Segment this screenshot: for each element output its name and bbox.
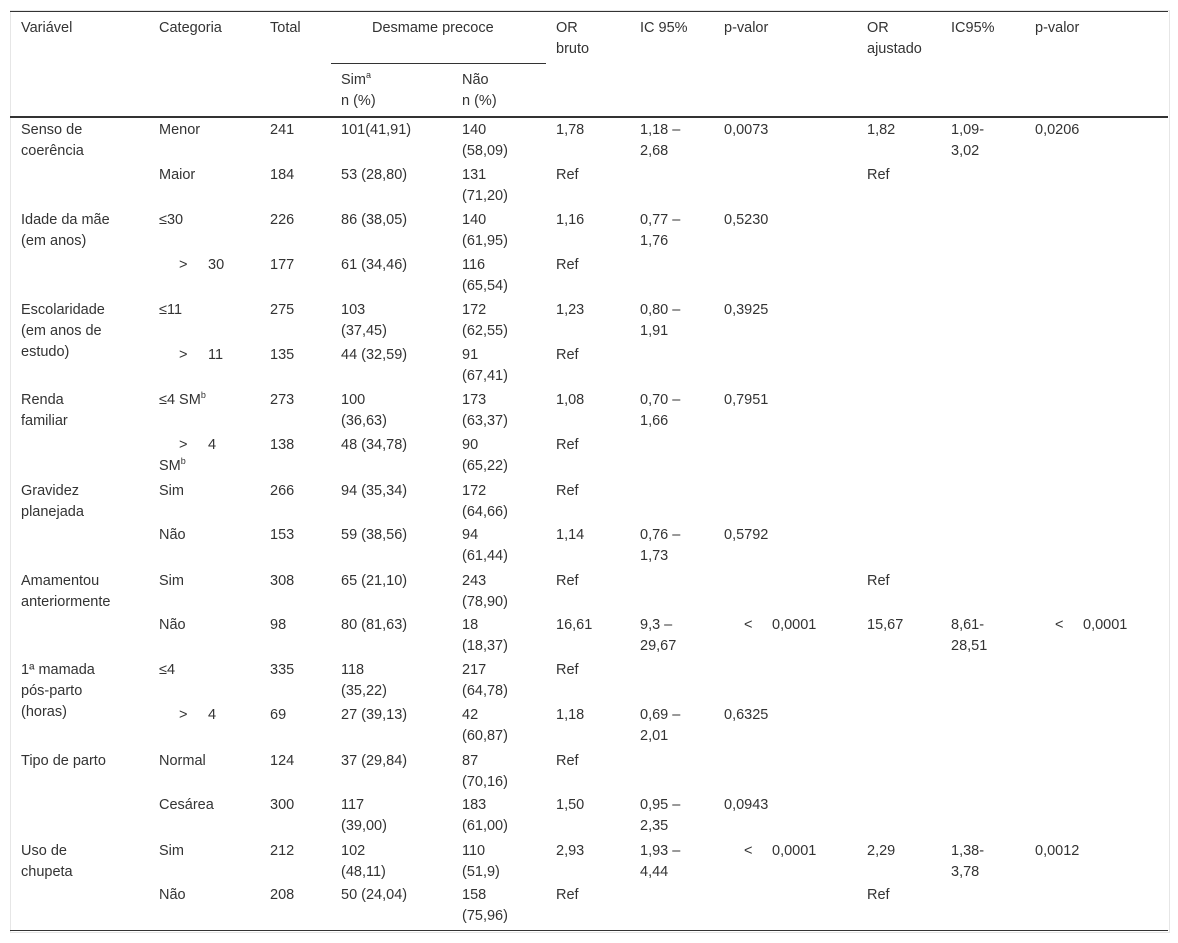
header-total: Total (270, 20, 301, 36)
total-cell: 241 (270, 122, 295, 138)
or-bruto-cell: 2,93 (556, 843, 585, 859)
table-header-rule (10, 116, 1168, 118)
nao-cell-line2: (64,66) (462, 504, 508, 520)
nao-cell-line2: (67,41) (462, 368, 508, 384)
sim-cell-line2: (39,00) (341, 818, 387, 834)
nao-cell: 91 (462, 347, 479, 363)
header-categoria: Categoria (159, 20, 222, 36)
p-valor-cell: 0,3925 (724, 302, 769, 318)
variavel-cell-line3: (horas) (21, 704, 67, 720)
header-or-bruto-line2: bruto (556, 41, 590, 57)
or-bruto-cell: 1,18 (556, 707, 585, 723)
sim-cell: 27 (39,13) (341, 707, 408, 723)
variavel-cell-line2: coerência (21, 143, 84, 159)
header-p-valor: p-valor (724, 20, 769, 36)
nao-cell-line2: (78,90) (462, 594, 508, 610)
nao-cell: 158 (462, 887, 487, 903)
ic95-ajustado-cell-line2: 28,51 (951, 638, 988, 654)
sim-cell: 118 (341, 662, 365, 678)
total-cell: 177 (270, 257, 295, 273)
desmame-group-rule (331, 63, 546, 64)
or-bruto-cell: Ref (556, 887, 579, 903)
nao-cell: 173 (462, 392, 487, 408)
nao-cell-line2: (71,20) (462, 188, 508, 204)
nao-cell: 140 (462, 122, 487, 138)
p-valor-cell: 0,5230 (724, 212, 769, 228)
total-cell: 266 (270, 483, 295, 499)
categoria-cell: ≤4 (159, 662, 176, 678)
header-nao-n-pct: n (%) (462, 93, 497, 109)
sim-cell-line2: (36,63) (341, 413, 387, 429)
sim-cell: 102 (341, 843, 366, 859)
variavel-cell: Uso de (21, 843, 67, 859)
or-bruto-cell: Ref (556, 347, 579, 363)
ic95-cell: 0,69 – (640, 707, 681, 723)
p-valor-ajustado-cell: 0,0012 (1035, 843, 1080, 859)
table-bottom-rule (10, 930, 1168, 931)
p-valor-cell: 0,6325 (724, 707, 769, 723)
header-desmame-precoce: Desmame precoce (372, 20, 494, 36)
ic95-ajustado-cell-line2: 3,02 (951, 143, 980, 159)
or-ajustado-cell: 15,67 (867, 617, 904, 633)
categoria-cell: Não (159, 887, 186, 903)
or-ajustado-cell: Ref (867, 573, 890, 589)
or-bruto-cell: 1,50 (556, 797, 585, 813)
ic95-cell: 0,76 – (640, 527, 681, 543)
categoria-cell: Sim (159, 483, 184, 499)
nao-cell-line2: (64,78) (462, 683, 508, 699)
variavel-cell: Idade da mãe (21, 212, 110, 228)
categoria-cell-line2: $SM^b$ (159, 456, 186, 474)
sim-cell: 50 (24,04) (341, 887, 408, 903)
nao-cell: 116 (462, 257, 486, 273)
nao-cell-line2: (61,95) (462, 233, 508, 249)
ic95-cell: 0,77 – (640, 212, 681, 228)
ic95-cell-line2: 1,66 (640, 413, 669, 429)
categoria-cell: ≤30 (159, 212, 184, 228)
p-valor-ajustado-lt-symbol: < (1055, 617, 1064, 633)
header-ic95-ajustado: IC95% (951, 20, 995, 36)
total-cell: 138 (270, 437, 295, 453)
ic95-cell: 0,70 – (640, 392, 681, 408)
variavel-cell-line2: chupeta (21, 864, 73, 880)
nao-cell: 140 (462, 212, 487, 228)
sim-cell: 53 (28,80) (341, 167, 408, 183)
or-bruto-cell: Ref (556, 483, 579, 499)
or-bruto-cell: Ref (556, 573, 579, 589)
ic95-cell: 0,80 – (640, 302, 681, 318)
variavel-cell: 1ª mamada (21, 662, 95, 678)
header-sim-n-pct: n (%) (341, 93, 376, 109)
sim-cell: 86 (38,05) (341, 212, 408, 228)
categoria-gt-symbol: > (179, 707, 188, 723)
ic95-cell-line2: 2,68 (640, 143, 669, 159)
or-bruto-cell: Ref (556, 753, 579, 769)
categoria-cell: ≤11 (159, 302, 183, 318)
nao-cell: 110 (462, 843, 486, 859)
variavel-cell-line2: (em anos de (21, 323, 102, 339)
p-valor-cell: 0,7951 (724, 392, 769, 408)
nao-cell-line2: (63,37) (462, 413, 508, 429)
or-ajustado-cell: 1,82 (867, 122, 896, 138)
p-valor-cell: 0,5792 (724, 527, 769, 543)
or-bruto-cell: 1,14 (556, 527, 585, 543)
header-or-ajustado-line2: ajustado (867, 41, 922, 57)
variavel-cell: Escolaridade (21, 302, 105, 318)
p-valor-cell: 0,0943 (724, 797, 769, 813)
sim-cell: 94 (35,34) (341, 483, 408, 499)
nao-cell-line2: (65,22) (462, 458, 508, 474)
variavel-cell-line2: anteriormente (21, 594, 111, 610)
total-cell: 212 (270, 843, 295, 859)
nao-cell-line2: (60,87) (462, 728, 508, 744)
variavel-cell: Tipo de parto (21, 753, 106, 769)
categoria-cell: Menor (159, 122, 201, 138)
nao-cell: 131 (462, 167, 487, 183)
or-ajustado-cell: 2,29 (867, 843, 896, 859)
sim-cell: 65 (21,10) (341, 573, 408, 589)
p-valor-lt-symbol: < (744, 843, 753, 859)
variavel-cell: Senso de (21, 122, 83, 138)
p-valor-lt-symbol: < (744, 617, 753, 633)
categoria-gt-symbol: > (179, 257, 188, 273)
total-cell: 208 (270, 887, 295, 903)
sim-cell: 44 (32,59) (341, 347, 408, 363)
header-variavel: Variável (21, 20, 73, 36)
nao-cell: 18 (462, 617, 479, 633)
total-cell: 226 (270, 212, 295, 228)
categoria-cell: 11 (208, 347, 224, 363)
ic95-ajustado-cell: 8,61- (951, 617, 985, 633)
table-top-rule (10, 11, 1168, 12)
categoria-cell: 30 (208, 257, 225, 273)
total-cell: 153 (270, 527, 295, 543)
nao-cell: 94 (462, 527, 479, 543)
total-cell: 300 (270, 797, 295, 813)
categoria-cell: Sim (159, 843, 184, 859)
ic95-cell: 1,93 – (640, 843, 681, 859)
nao-cell: 243 (462, 573, 487, 589)
nao-cell-line2: (75,96) (462, 908, 508, 924)
or-bruto-cell: Ref (556, 167, 579, 183)
total-cell: 335 (270, 662, 295, 678)
ic95-cell-line2: 1,73 (640, 548, 669, 564)
nao-cell: 90 (462, 437, 479, 453)
nao-cell-line2: (51,9) (462, 864, 500, 880)
categoria-cell: 4 (208, 437, 217, 453)
sim-cell: 103 (341, 302, 366, 318)
or-bruto-cell: Ref (556, 257, 579, 273)
nao-cell-line2: (18,37) (462, 638, 508, 654)
total-cell: 308 (270, 573, 295, 589)
variavel-cell-line2: planejada (21, 504, 84, 520)
categoria-cell: Normal (159, 753, 206, 769)
variavel-cell-line2: (em anos) (21, 233, 87, 249)
sim-cell-line2: (37,45) (341, 323, 387, 339)
categoria-cell: Maior (159, 167, 196, 183)
or-bruto-cell: 1,16 (556, 212, 585, 228)
ic95-ajustado-cell-line2: 3,78 (951, 864, 980, 880)
ic95-cell-line2: 1,91 (640, 323, 669, 339)
total-cell: 184 (270, 167, 295, 183)
p-valor-cell: 0,0001 (772, 617, 817, 633)
header-or-ajustado-line1: OR (867, 20, 889, 36)
nao-cell-line2: (70,16) (462, 774, 508, 790)
header-nao: Não (462, 72, 489, 88)
ic95-cell-line2: 2,35 (640, 818, 669, 834)
categoria-cell: 4 (208, 707, 217, 723)
total-cell: 135 (270, 347, 295, 363)
ic95-ajustado-cell: 1,09- (951, 122, 985, 138)
or-bruto-cell: Ref (556, 437, 579, 453)
sim-cell-line2: (48,11) (341, 864, 386, 880)
categoria-cell: Não (159, 617, 186, 633)
ic95-cell: 9,3 – (640, 617, 673, 633)
categoria-cell: Cesárea (159, 797, 214, 813)
or-ajustado-cell: Ref (867, 167, 890, 183)
categoria-cell: Sim (159, 573, 184, 589)
sim-cell: 100 (341, 392, 366, 408)
ic95-cell-line2: 4,44 (640, 864, 669, 880)
or-ajustado-cell: Ref (867, 887, 890, 903)
ic95-cell-line2: 1,76 (640, 233, 669, 249)
total-cell: 98 (270, 617, 287, 633)
header-p-valor-ajustado: p-valor (1035, 20, 1080, 36)
total-cell: 124 (270, 753, 295, 769)
sim-cell: 117 (341, 797, 365, 813)
categoria-cell: Não (159, 527, 186, 543)
or-bruto-cell: 1,08 (556, 392, 585, 408)
sim-cell: 101(41,91) (341, 122, 412, 138)
ic95-cell: 1,18 – (640, 122, 681, 138)
ic95-cell: 0,95 – (640, 797, 681, 813)
p-valor-cell: 0,0073 (724, 122, 769, 138)
variavel-cell-line2: pós-parto (21, 683, 83, 699)
or-bruto-cell: Ref (556, 662, 579, 678)
sim-cell: 80 (81,63) (341, 617, 408, 633)
nao-cell-line2: (62,55) (462, 323, 508, 339)
variavel-cell-line2: familiar (21, 413, 68, 429)
nao-cell-line2: (61,44) (462, 548, 508, 564)
p-valor-cell: 0,0001 (772, 843, 817, 859)
or-bruto-cell: 16,61 (556, 617, 593, 633)
or-bruto-cell: 1,23 (556, 302, 585, 318)
sim-cell: 61 (34,46) (341, 257, 408, 273)
variavel-cell: Gravidez (21, 483, 80, 499)
categoria-cell: ≤4 $SM^b$ (159, 390, 206, 408)
categoria-gt-symbol: > (179, 347, 188, 363)
nao-cell: 87 (462, 753, 479, 769)
categoria-gt-symbol: > (179, 437, 188, 453)
nao-cell-line2: (65,54) (462, 278, 508, 294)
ic95-cell-line2: 2,01 (640, 728, 669, 744)
nao-cell: 172 (462, 302, 487, 318)
header-sim: Sim$^a$ (341, 70, 371, 88)
variavel-cell: Amamentou (21, 573, 100, 589)
total-cell: 273 (270, 392, 295, 408)
nao-cell: 172 (462, 483, 487, 499)
total-cell: 69 (270, 707, 287, 723)
header-ic95: IC 95% (640, 20, 688, 36)
ic95-cell-line2: 29,67 (640, 638, 677, 654)
sim-cell: 37 (29,84) (341, 753, 408, 769)
p-valor-ajustado-cell: 0,0001 (1083, 617, 1128, 633)
or-bruto-cell: 1,78 (556, 122, 585, 138)
sim-cell: 48 (34,78) (341, 437, 408, 453)
nao-cell: 217 (462, 662, 487, 678)
nao-cell: 183 (462, 797, 487, 813)
sim-cell: 59 (38,56) (341, 527, 408, 543)
header-or-bruto-line1: OR (556, 20, 578, 36)
ic95-ajustado-cell: 1,38- (951, 843, 985, 859)
nao-cell-line2: (61,00) (462, 818, 508, 834)
sim-cell-line2: (35,22) (341, 683, 387, 699)
nao-cell: 42 (462, 707, 479, 723)
p-valor-ajustado-cell: 0,0206 (1035, 122, 1080, 138)
total-cell: 275 (270, 302, 295, 318)
nao-cell-line2: (58,09) (462, 143, 508, 159)
variavel-cell-line3: estudo) (21, 344, 70, 360)
variavel-cell: Renda (21, 392, 64, 408)
